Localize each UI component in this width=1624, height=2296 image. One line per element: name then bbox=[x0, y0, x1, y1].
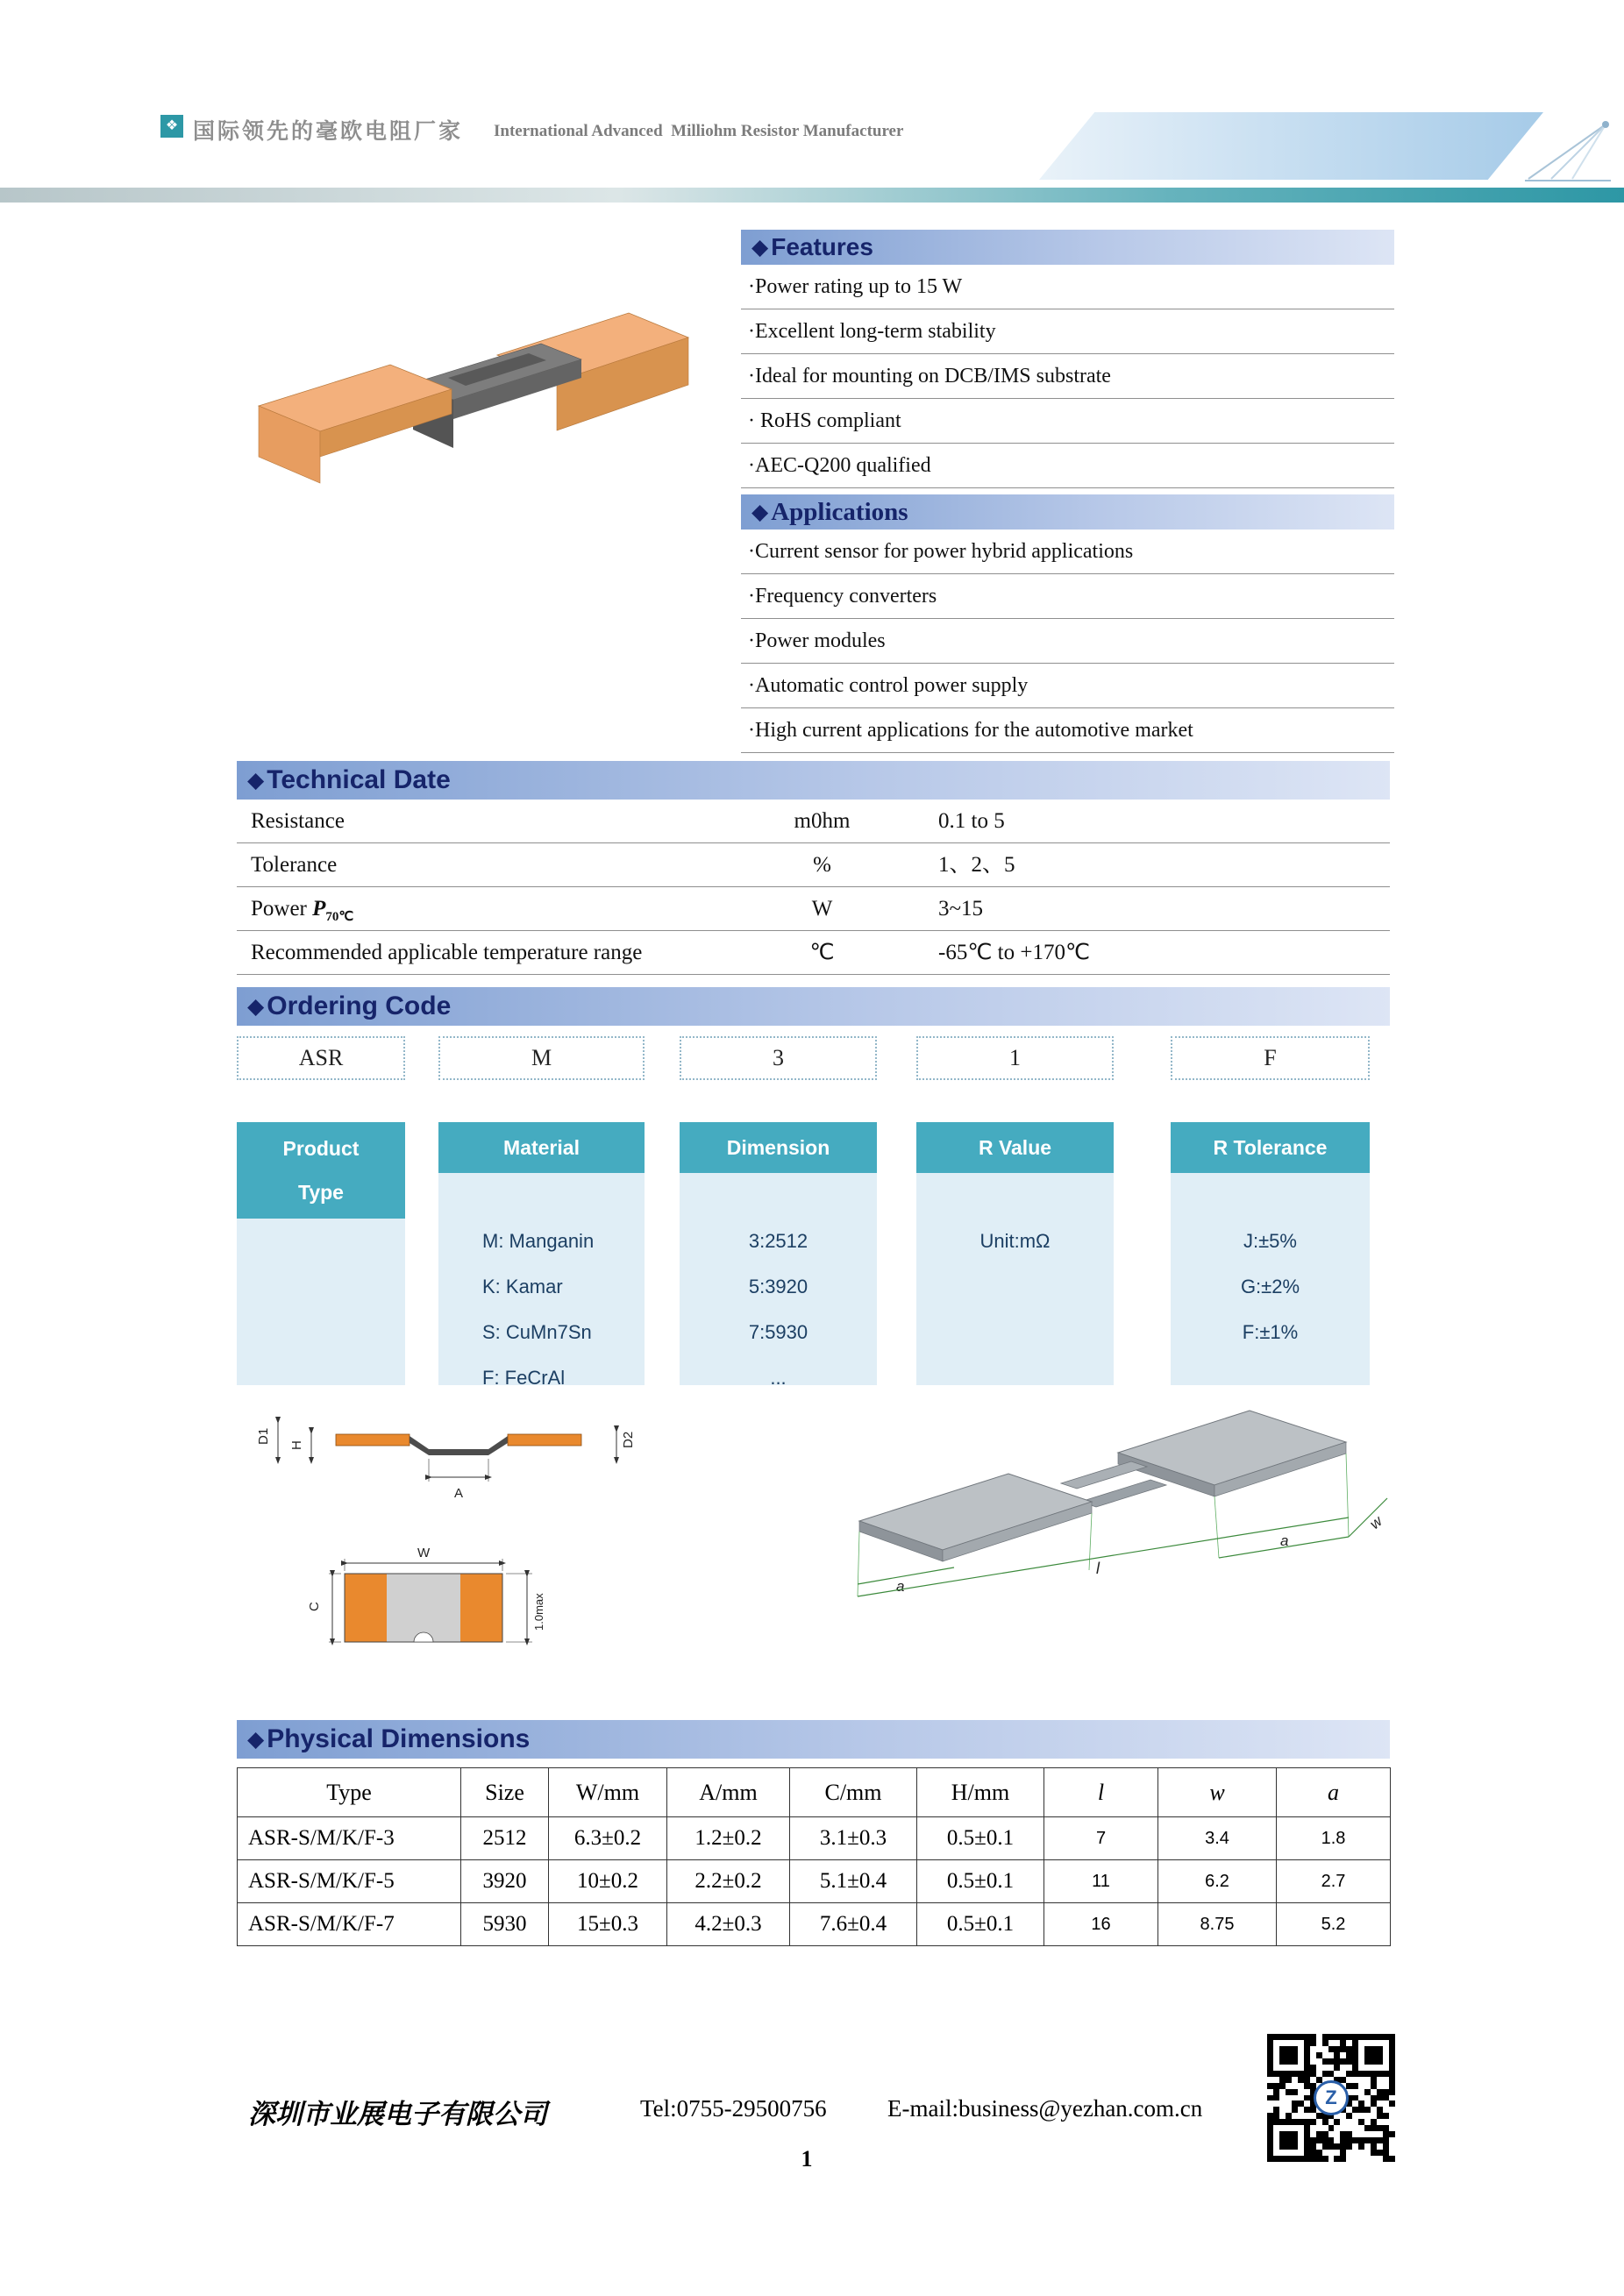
technical-title: Technical Date bbox=[267, 765, 451, 794]
applications-title: Applications bbox=[771, 497, 908, 526]
brand-logo-icon: ❖ bbox=[160, 115, 183, 138]
code-box-material: M bbox=[438, 1036, 645, 1080]
table-header-row bbox=[238, 1768, 1391, 1817]
physical-title: Physical Dimensions bbox=[267, 1724, 531, 1753]
dimension-option: 7:5930 bbox=[748, 1321, 808, 1343]
cell-type: ASR-S/M/K/F-7 bbox=[238, 1903, 461, 1946]
dim-label-d1: D1 bbox=[256, 1427, 271, 1445]
dim-label-a-left: a bbox=[896, 1578, 905, 1595]
dim-label-l: l bbox=[1096, 1560, 1100, 1577]
spec-name-text: Power bbox=[251, 897, 307, 921]
header-decor-sail-icon bbox=[1521, 116, 1618, 186]
footer-email: E-mail:business@yezhan.com.cn bbox=[887, 2095, 1203, 2122]
col-header: A/mm bbox=[667, 1768, 790, 1817]
application-item: ·Frequency converters bbox=[741, 574, 1394, 619]
cell: 1.2±0.2 bbox=[667, 1817, 790, 1860]
cell: 1.8 bbox=[1277, 1817, 1391, 1860]
code-box-rvalue: 1 bbox=[916, 1036, 1114, 1080]
cell: 3920 bbox=[461, 1860, 549, 1903]
ordering-col-header-material: Material bbox=[438, 1122, 645, 1173]
qr-code bbox=[1267, 2034, 1395, 2162]
dimension-option: ... bbox=[770, 1367, 787, 1389]
technical-row bbox=[237, 843, 1390, 887]
table-row bbox=[238, 1817, 1391, 1860]
cell: 6.3±0.2 bbox=[549, 1817, 667, 1860]
application-item: ·High current applications for the automotive market bbox=[741, 708, 1394, 753]
applications-list bbox=[741, 530, 1394, 753]
tolerance-option: J:±5% bbox=[1243, 1230, 1297, 1252]
header-decor-parallelogram bbox=[1039, 112, 1543, 180]
ordering-col-body-product-type bbox=[237, 1219, 405, 1385]
spec-value: 0.1 to 5 bbox=[938, 809, 1005, 833]
header-line: Product bbox=[282, 1137, 360, 1160]
cell: 0.5±0.1 bbox=[917, 1860, 1044, 1903]
cell: 2.7 bbox=[1277, 1860, 1391, 1903]
dim-label-w3d: w bbox=[1366, 1512, 1385, 1533]
cell: 3.1±0.3 bbox=[790, 1817, 917, 1860]
col-header: H/mm bbox=[917, 1768, 1044, 1817]
dimension-drawing-3d bbox=[807, 1354, 1403, 1679]
physical-dimensions-table bbox=[237, 1767, 1391, 1946]
material-option: S: CuMn7Sn bbox=[482, 1321, 592, 1343]
feature-item: ·Power rating up to 15 W bbox=[741, 265, 1394, 309]
technical-table bbox=[237, 800, 1390, 975]
col-header: w bbox=[1158, 1768, 1277, 1817]
cell: 4.2±0.3 bbox=[667, 1903, 790, 1946]
code-box-product: ASR bbox=[237, 1036, 405, 1080]
ordering-col-header-product-type bbox=[237, 1122, 405, 1219]
spec-value: 3~15 bbox=[938, 897, 984, 921]
footer-telephone: Tel:0755-29500756 bbox=[640, 2095, 827, 2122]
diamond-icon: ◆ bbox=[751, 500, 769, 524]
dim-label-h: H bbox=[289, 1440, 304, 1450]
power-subscript: 70℃ bbox=[325, 910, 354, 924]
ordering-col-body-dimension bbox=[680, 1173, 877, 1389]
product-photo-shunt-resistor bbox=[232, 276, 710, 526]
page-number: 1 bbox=[801, 2146, 813, 2172]
diamond-icon: ◆ bbox=[751, 235, 769, 259]
ordering-section-header bbox=[237, 987, 1390, 1026]
spec-name: Recommended applicable temperature range bbox=[251, 941, 643, 964]
dim-label-a-right: a bbox=[1280, 1532, 1289, 1549]
table-row bbox=[238, 1903, 1391, 1946]
col-header: W/mm bbox=[549, 1768, 667, 1817]
col-header: a bbox=[1277, 1768, 1391, 1817]
dim-label-a: A bbox=[454, 1486, 464, 1501]
diamond-icon: ◆ bbox=[247, 994, 265, 1019]
feature-item: ·AEC-Q200 qualified bbox=[741, 444, 1394, 488]
features-title: Features bbox=[771, 233, 873, 260]
application-item: ·Power modules bbox=[741, 619, 1394, 664]
ordering-col-header-rvalue: R Value bbox=[916, 1122, 1114, 1173]
dim-label-10max: 1.0max bbox=[532, 1593, 545, 1631]
dimension-option: 3:2512 bbox=[748, 1230, 808, 1252]
cell: 6.2 bbox=[1158, 1860, 1277, 1903]
technical-row bbox=[237, 800, 1390, 843]
cell: 8.75 bbox=[1158, 1903, 1277, 1946]
diamond-icon: ◆ bbox=[247, 1727, 265, 1752]
cell-type: ASR-S/M/K/F-3 bbox=[238, 1817, 461, 1860]
cell: 7.6±0.4 bbox=[790, 1903, 917, 1946]
table-row bbox=[238, 1860, 1391, 1903]
feature-item: ·Excellent long-term stability bbox=[741, 309, 1394, 354]
dim-label-d2: D2 bbox=[621, 1431, 636, 1448]
ordering-title: Ordering Code bbox=[267, 992, 452, 1020]
cell: 5.2 bbox=[1277, 1903, 1391, 1946]
brand-name-en: International Advanced Milliohm Resistor Manufacturer bbox=[494, 122, 904, 140]
features-section-header bbox=[741, 230, 1394, 265]
cell: 2512 bbox=[461, 1817, 549, 1860]
dim-label-c: C bbox=[307, 1602, 322, 1611]
diamond-icon: ◆ bbox=[247, 768, 265, 793]
col-header: Type bbox=[238, 1768, 461, 1817]
qr-center-logo: Z bbox=[1314, 2080, 1349, 2115]
cell: 7 bbox=[1044, 1817, 1158, 1860]
cell: 16 bbox=[1044, 1903, 1158, 1946]
spec-name: Resistance bbox=[251, 809, 345, 833]
code-box-dimension: 3 bbox=[680, 1036, 877, 1080]
cell: 0.5±0.1 bbox=[917, 1903, 1044, 1946]
ordering-col-header-dimension: Dimension bbox=[680, 1122, 877, 1173]
features-list bbox=[741, 265, 1394, 488]
tolerance-option: G:±2% bbox=[1240, 1276, 1300, 1297]
col-header: Size bbox=[461, 1768, 549, 1817]
cell: 5930 bbox=[461, 1903, 549, 1946]
cell: 0.5±0.1 bbox=[917, 1817, 1044, 1860]
cell: 10±0.2 bbox=[549, 1860, 667, 1903]
physical-section-header bbox=[237, 1720, 1390, 1759]
rvalue-note: Unit:mΩ bbox=[979, 1230, 1051, 1252]
ordering-col-body-rvalue bbox=[916, 1173, 1114, 1385]
spec-unit: % bbox=[813, 853, 831, 877]
spec-unit: W bbox=[811, 897, 833, 921]
technical-row bbox=[237, 887, 1390, 931]
power-symbol: P bbox=[312, 897, 326, 921]
cell-type: ASR-S/M/K/F-5 bbox=[238, 1860, 461, 1903]
col-header: C/mm bbox=[790, 1768, 917, 1817]
spec-name: Tolerance bbox=[251, 853, 338, 877]
ordering-col-header-rtolerance: R Tolerance bbox=[1171, 1122, 1370, 1173]
feature-item: · RoHS compliant bbox=[741, 399, 1394, 444]
ordering-col-body-rtolerance bbox=[1171, 1173, 1370, 1385]
cell: 11 bbox=[1044, 1860, 1158, 1903]
application-item: ·Current sensor for power hybrid applications bbox=[741, 530, 1394, 574]
dimension-drawing-2d bbox=[241, 1385, 653, 1688]
feature-item: ·Ideal for mounting on DCB/IMS substrate bbox=[741, 354, 1394, 399]
material-option: F: FeCrAl bbox=[482, 1367, 566, 1389]
tolerance-option: F:±1% bbox=[1242, 1321, 1299, 1343]
header-gradient-bar bbox=[0, 188, 1624, 203]
cell: 3.4 bbox=[1158, 1817, 1277, 1860]
cell: 5.1±0.4 bbox=[790, 1860, 917, 1903]
technical-section-header bbox=[237, 761, 1390, 800]
technical-row bbox=[237, 931, 1390, 975]
code-box-rtolerance: F bbox=[1171, 1036, 1370, 1080]
footer-company-name: 深圳市业展电子有限公司 bbox=[248, 2099, 547, 2129]
ordering-col-body-material bbox=[438, 1173, 645, 1389]
col-header: l bbox=[1044, 1768, 1158, 1817]
applications-section-header bbox=[741, 494, 1394, 530]
material-option: M: Manganin bbox=[482, 1230, 595, 1252]
brand-name-cn: 国际领先的毫欧电阻厂家 bbox=[193, 119, 464, 144]
dim-label-w: W bbox=[417, 1546, 431, 1560]
spec-unit: m0hm bbox=[794, 809, 851, 833]
spec-value: 1、2、5 bbox=[938, 853, 1015, 877]
cell: 2.2±0.2 bbox=[667, 1860, 790, 1903]
application-item: ·Automatic control power supply bbox=[741, 664, 1394, 708]
spec-value: -65℃ to +170℃ bbox=[938, 941, 1091, 964]
cell: 15±0.3 bbox=[549, 1903, 667, 1946]
dimension-option: 5:3920 bbox=[748, 1276, 808, 1297]
material-option: K: Kamar bbox=[482, 1276, 563, 1297]
spec-unit: ℃ bbox=[809, 941, 835, 964]
header-line: Type bbox=[298, 1181, 344, 1204]
